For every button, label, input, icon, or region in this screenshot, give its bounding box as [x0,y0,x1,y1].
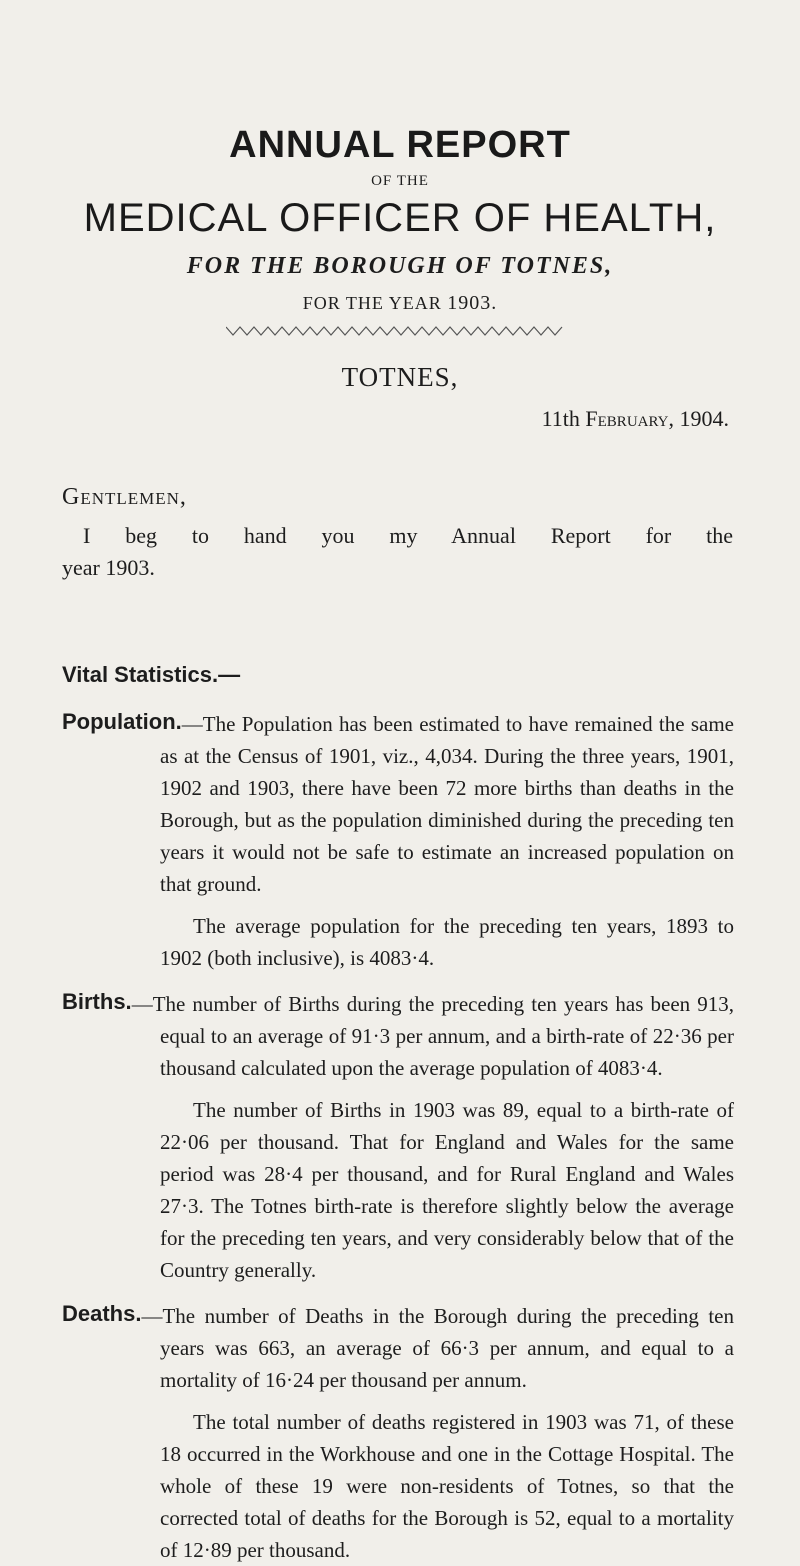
population-para1-text: —The Population has been estimated to have remained the same as at the Census of 1901, viz., 4,034. During the three years, 1901, 1902 and 1903, there have been 72 more births than deaths in the Borough, but as the population diminished during the preceding ten years it would not be safe to estimate an increased population on that ground. [160,712,734,896]
intro-line-1: I beg to hand you my Annual Report for the [83,523,733,548]
report-subtitle: MEDICAL OFFICER OF HEALTH, [83,196,717,240]
deaths-para2-text: The total number of deaths registered in 1903 was 71, of these 18 occurred in the Workhouse and one in the Cottage Hospital. The whole of these 19 were non-residents of Totnes, so that the corrected total of deaths for the Borough is 52, equal to a mortality of 12·89 per thousand. [160,1410,734,1562]
births-para2-text: The number of Births in 1903 was 89, equal to a birth-rate of 22·06 per thousand. That for England and Wales for the same period was 28·4 per thousand, and for Rural England and Wales 27·3. The Totnes birth-rate is therefore slightly below the average for the preceding ten years, and very considerably below that of the Country generally. [160,1098,734,1282]
borough-line: FOR THE BOROUGH OF TOTNES, [186,253,614,279]
deaths-paragraph-2 [62,1406,734,1566]
year-line [0,292,800,315]
salutation: Gentlemen, [62,484,187,510]
year-prefix: FOR THE YEAR [302,293,442,313]
population-paragraph-1 [62,708,734,900]
report-year: 1903. [447,292,498,314]
intro-line-2: year 1903. [62,555,155,580]
population-paragraph-2 [62,910,734,974]
date-month: February, [585,406,674,431]
letter-date [542,406,729,432]
births-label: Births. [62,989,132,1014]
decorative-divider [226,325,576,337]
births-paragraph-1 [62,988,734,1084]
deaths-section [62,1300,734,1566]
births-paragraph-2 [62,1094,734,1286]
deaths-label: Deaths. [62,1301,142,1326]
report-title: ANNUAL REPORT [229,124,571,166]
report-title-of: OF THE [371,173,429,189]
deaths-para1-text: —The number of Deaths in the Borough during the preceding ten years was 663, an average of 66·3 per annum, and equal to a mortality of 16·24 per thousand per annum. [141,1304,734,1392]
date-year: 1904. [679,406,729,431]
births-section [62,988,734,1286]
date-day: 11th [541,406,580,431]
letter-place: TOTNES, [341,362,459,392]
population-para2-text: The average population for the preceding ten years, 1893 to 1902 (both inclusive), is 4083·4. [160,914,734,970]
vital-statistics-heading: Vital Statistics.— [62,662,241,687]
population-label: Population. [62,709,182,734]
deaths-paragraph-1 [62,1300,734,1396]
population-section [62,708,734,974]
births-para1-text: —The number of Births during the preceding ten years has been 913, equal to an average of 91·3 per annum, and a birth-rate of 22·36 per thousand calculated upon the average population of 4083·4. [131,992,734,1080]
